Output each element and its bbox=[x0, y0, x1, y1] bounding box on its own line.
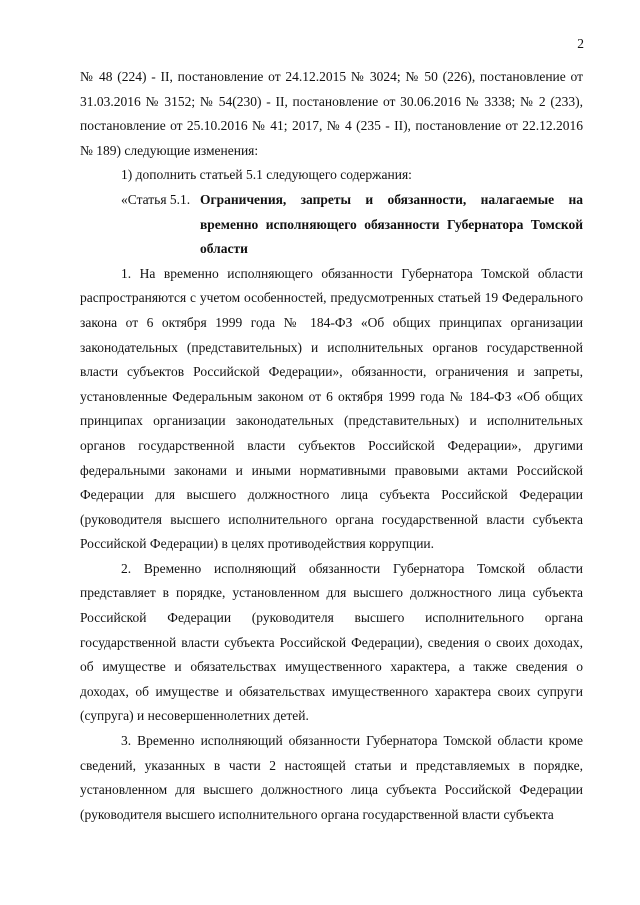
paragraph-3: 3. Временно исполняющий обязанности Губернатора Томской области кроме сведений, указанных в части 2 настоящей статьи и представляемых в порядке, установленном для высшего должностного лица субъекта Российской Федерации (руководителя высшего исполнительного органа государственной власти субъекта bbox=[80, 733, 583, 822]
intro-paragraph: № 48 (224) - II, постановление от 24.12.2015 № 3024; № 50 (226), постановление от 31.03.2016 № 3152; № 54(230) - II, постановление от 30.06.2016 № 3338; № 2 (233), постановление от 25.10.2016 № 41; 2017, № 4 (235 - II), постановление от 22.12.2016 № 189) следующие изменения: bbox=[80, 69, 583, 158]
document-body bbox=[80, 65, 583, 827]
article-title: Ограничения, запреты и обязанности, налагаемые на временно исполняющего обязанности Губернатора Томской области bbox=[200, 191, 583, 257]
paragraph-2: 2. Временно исполняющий обязанности Губернатора Томской области представляет в порядке, установленном для высшего должностного лица субъекта Российской Федерации (руководителя высшего исполнительного органа государственной власти субъекта Российской Федерации), сведения о своих доходах, об имуществе и обязательствах имущественного характера, а также сведения о доходах, об имуществе и обязательствах имущественного характера своих супруги (супруга) и несовершеннолетних детей. bbox=[80, 560, 583, 724]
page-number: 2 bbox=[577, 36, 584, 51]
item-1: 1) дополнить статьей 5.1 следующего содержания: bbox=[121, 167, 412, 183]
article-heading bbox=[80, 188, 583, 262]
paragraph-1: 1. На временно исполняющего обязанности Губернатора Томской области распространяются с учетом особенностей, предусмотренных статьей 19 Федерального закона от 6 октября 1999 года № 184-ФЗ «Об общих принципах организации законодательных (представительных) и исполнительных органов государственной власти субъектов Российской Федерации», обязанности, ограничения и запреты, установленные Федеральным законом от 6 октября 1999 года № 184-ФЗ «Об общих принципах организации законодательных (представительных) и исполнительных органов государственной власти субъектов Российской Федерации», другими федеральными законами и иными нормативными правовыми актами Российской Федерации для высшего должностного лица субъекта Российской Федерации (руководителя высшего исполнительного органа государственной власти субъекта Российской Федерации) в целях противодействия коррупции. bbox=[80, 265, 583, 552]
article-label: «Статья 5.1. bbox=[121, 191, 191, 207]
